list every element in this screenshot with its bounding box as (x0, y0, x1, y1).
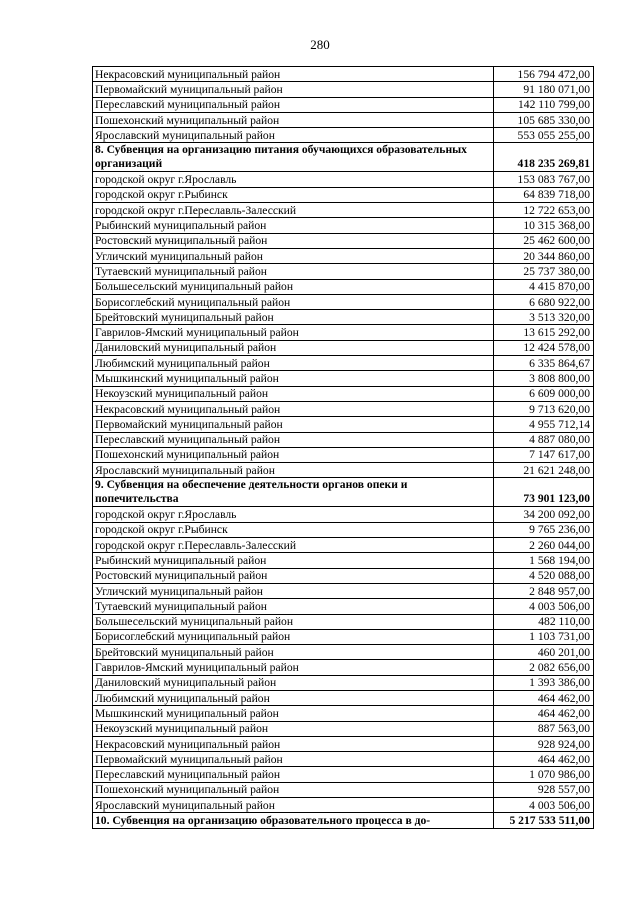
row-amount: 153 083 767,00 (494, 172, 594, 187)
table-row (93, 538, 594, 553)
row-amount: 2 260 044,00 (494, 538, 594, 553)
row-name: Мышкинский муниципальный район (93, 371, 494, 386)
row-amount: 4 003 506,00 (494, 599, 594, 614)
row-name: Угличский муниципальный район (93, 248, 494, 263)
row-name: Гаврилов-Ямский муниципальный район (93, 660, 494, 675)
table-row (93, 690, 594, 705)
table-row (93, 203, 594, 218)
table-row (93, 507, 594, 522)
row-amount: 464 462,00 (494, 752, 594, 767)
row-amount: 1 070 986,00 (494, 767, 594, 782)
row-name: Некрасовский муниципальный район (93, 401, 494, 416)
row-name: Любимский муниципальный район (93, 356, 494, 371)
row-amount: 928 924,00 (494, 736, 594, 751)
row-name: Угличский муниципальный район (93, 583, 494, 598)
row-name: Ярославский муниципальный район (93, 128, 494, 143)
table-row (93, 233, 594, 248)
row-amount: 2 082 656,00 (494, 660, 594, 675)
row-name: Борисоглебский муниципальный район (93, 294, 494, 309)
row-name: Переславский муниципальный район (93, 767, 494, 782)
row-name: городской округ г.Переславль-Залесский (93, 203, 494, 218)
row-amount: 105 685 330,00 (494, 112, 594, 127)
table-row (93, 112, 594, 127)
table-row (93, 813, 594, 828)
table-row (93, 401, 594, 416)
row-amount: 1 568 194,00 (494, 553, 594, 568)
table-row (93, 583, 594, 598)
section-row (93, 478, 594, 507)
row-amount: 6 335 864,67 (494, 356, 594, 371)
row-amount: 156 794 472,00 (494, 67, 594, 82)
row-name: Некрасовский муниципальный район (93, 67, 494, 82)
table-row (93, 767, 594, 782)
table-row (93, 248, 594, 263)
table-row (93, 599, 594, 614)
row-name: Ростовский муниципальный район (93, 233, 494, 248)
row-name: городской округ г.Ярославль (93, 172, 494, 187)
row-name: Большесельский муниципальный район (93, 279, 494, 294)
table-row (93, 97, 594, 112)
table-row (93, 645, 594, 660)
table-row (93, 417, 594, 432)
row-amount: 25 462 600,00 (494, 233, 594, 248)
table-row (93, 736, 594, 751)
row-amount: 12 722 653,00 (494, 203, 594, 218)
table-row (93, 218, 594, 233)
row-amount: 418 235 269,81 (494, 143, 594, 172)
row-name: Даниловский муниципальный район (93, 675, 494, 690)
row-amount: 13 615 292,00 (494, 325, 594, 340)
section-row (93, 143, 594, 172)
table-body (93, 67, 594, 829)
row-amount: 4 415 870,00 (494, 279, 594, 294)
row-amount: 4 520 088,00 (494, 568, 594, 583)
row-name: Тутаевский муниципальный район (93, 599, 494, 614)
page-number: 280 (310, 37, 330, 52)
table-row (93, 782, 594, 797)
table-row (93, 614, 594, 629)
row-amount: 21 621 248,00 (494, 463, 594, 478)
table-row (93, 325, 594, 340)
table-row (93, 356, 594, 371)
row-name: Переславский муниципальный район (93, 97, 494, 112)
table-row (93, 721, 594, 736)
table-row (93, 172, 594, 187)
row-name: городской округ г.Рыбинск (93, 187, 494, 202)
row-amount: 6 680 922,00 (494, 294, 594, 309)
table-row (93, 568, 594, 583)
table-row (93, 463, 594, 478)
table-row (93, 371, 594, 386)
row-amount: 7 147 617,00 (494, 447, 594, 462)
row-amount: 928 557,00 (494, 782, 594, 797)
table-row (93, 310, 594, 325)
row-name: городской округ г.Переславль-Залесский (93, 538, 494, 553)
row-amount: 2 848 957,00 (494, 583, 594, 598)
row-amount: 4 887 080,00 (494, 432, 594, 447)
table-row (93, 264, 594, 279)
row-name: Некрасовский муниципальный район (93, 736, 494, 751)
table-row (93, 279, 594, 294)
table-row (93, 629, 594, 644)
table-row (93, 675, 594, 690)
row-amount: 20 344 860,00 (494, 248, 594, 263)
row-amount: 3 513 320,00 (494, 310, 594, 325)
table-row (93, 522, 594, 537)
row-amount: 5 217 533 511,00 (494, 813, 594, 828)
row-amount: 73 901 123,00 (494, 478, 594, 507)
row-name: городской округ г.Ярославль (93, 507, 494, 522)
table-row (93, 706, 594, 721)
row-amount: 25 737 380,00 (494, 264, 594, 279)
table-row (93, 128, 594, 143)
table-row (93, 67, 594, 82)
row-name: Ростовский муниципальный район (93, 568, 494, 583)
row-amount: 64 839 718,00 (494, 187, 594, 202)
table-row (93, 187, 594, 202)
table-row (93, 386, 594, 401)
table-row (93, 82, 594, 97)
row-amount: 482 110,00 (494, 614, 594, 629)
table-row (93, 798, 594, 813)
row-amount: 9 765 236,00 (494, 522, 594, 537)
row-name: Любимский муниципальный район (93, 690, 494, 705)
row-amount: 464 462,00 (494, 706, 594, 721)
row-name: Первомайский муниципальный район (93, 752, 494, 767)
row-name: Рыбинский муниципальный район (93, 218, 494, 233)
table-row (93, 294, 594, 309)
row-amount: 34 200 092,00 (494, 507, 594, 522)
row-name: Пошехонский муниципальный район (93, 112, 494, 127)
row-name: Большесельский муниципальный район (93, 614, 494, 629)
row-amount: 3 808 800,00 (494, 371, 594, 386)
table-row (93, 553, 594, 568)
row-name: Брейтовский муниципальный район (93, 310, 494, 325)
table-row (93, 340, 594, 355)
row-amount: 4 003 506,00 (494, 798, 594, 813)
row-amount: 1 393 386,00 (494, 675, 594, 690)
row-amount: 9 713 620,00 (494, 401, 594, 416)
row-name: Мышкинский муниципальный район (93, 706, 494, 721)
row-name: Тутаевский муниципальный район (93, 264, 494, 279)
row-name: Ярославский муниципальный район (93, 798, 494, 813)
subvention-table (92, 66, 594, 829)
table-row (93, 752, 594, 767)
row-amount: 12 424 578,00 (494, 340, 594, 355)
row-name: Первомайский муниципальный район (93, 417, 494, 432)
row-name: Первомайский муниципальный район (93, 82, 494, 97)
row-name: Пошехонский муниципальный район (93, 782, 494, 797)
row-amount: 10 315 368,00 (494, 218, 594, 233)
table-row (93, 432, 594, 447)
row-name: Пошехонский муниципальный район (93, 447, 494, 462)
row-amount: 6 609 000,00 (494, 386, 594, 401)
row-name: Рыбинский муниципальный район (93, 553, 494, 568)
row-amount: 464 462,00 (494, 690, 594, 705)
row-name: Некоузский муниципальный район (93, 721, 494, 736)
row-amount: 142 110 799,00 (494, 97, 594, 112)
row-name: 9. Субвенция на обеспечение деятельности органов опеки и попечительства (93, 478, 494, 507)
row-name: 8. Субвенция на организацию питания обучающихся образовательных организаций (93, 143, 494, 172)
row-amount: 460 201,00 (494, 645, 594, 660)
row-name: Гаврилов-Ямский муниципальный район (93, 325, 494, 340)
row-name: Борисоглебский муниципальный район (93, 629, 494, 644)
table-row (93, 660, 594, 675)
row-name: Некоузский муниципальный район (93, 386, 494, 401)
row-name: городской округ г.Рыбинск (93, 522, 494, 537)
row-name: 10. Субвенция на организацию образовательного процесса в до- (93, 813, 494, 828)
row-amount: 91 180 071,00 (494, 82, 594, 97)
row-name: Брейтовский муниципальный район (93, 645, 494, 660)
row-name: Ярославский муниципальный район (93, 463, 494, 478)
row-amount: 553 055 255,00 (494, 128, 594, 143)
row-amount: 1 103 731,00 (494, 629, 594, 644)
row-name: Переславский муниципальный район (93, 432, 494, 447)
row-name: Даниловский муниципальный район (93, 340, 494, 355)
row-amount: 4 955 712,14 (494, 417, 594, 432)
row-amount: 887 563,00 (494, 721, 594, 736)
table-row (93, 447, 594, 462)
